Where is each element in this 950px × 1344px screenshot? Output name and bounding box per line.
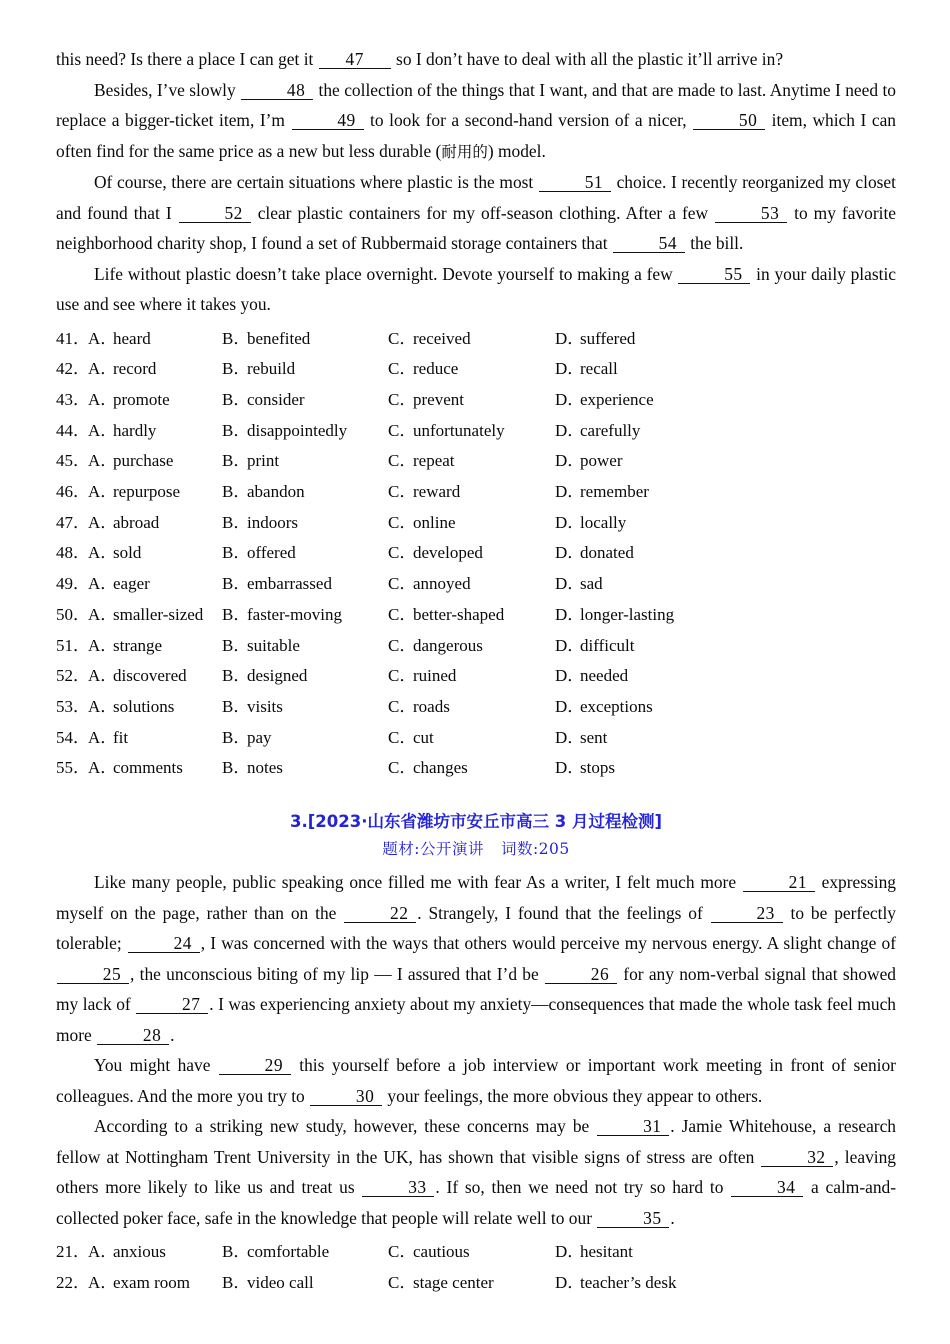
option-text: pay <box>247 727 272 747</box>
chinese-gloss: 耐用的 <box>441 142 488 161</box>
option-letter-d: D． <box>555 482 585 502</box>
option-b[interactable] <box>222 477 388 508</box>
option-text: suitable <box>247 635 300 655</box>
option-text: received <box>413 328 471 348</box>
question-row <box>56 631 896 662</box>
option-letter-b: B． <box>222 420 251 440</box>
option-text: comfortable <box>247 1242 330 1262</box>
option-text: annoyed <box>413 574 471 594</box>
option-b[interactable] <box>222 661 388 692</box>
passage-paragraph: Besides, I’ve slowly 48 the collection of the things that I want, and that are made to last. Anytime I need to replace a bigger-ticket item, I’m 49 to look for a second-hand version of a nicer, 50 item, which I can often find for the same price as a new but less durable (耐用的) model. <box>56 79 896 161</box>
passage-1-body <box>56 44 896 320</box>
option-d[interactable] <box>555 324 715 355</box>
question-number: 48． <box>56 543 90 563</box>
question-row <box>56 753 896 784</box>
option-d[interactable] <box>555 631 715 662</box>
question-row <box>56 600 896 631</box>
option-letter-d: D． <box>555 359 585 379</box>
cloze-blank-34[interactable]: 34 <box>731 1178 803 1197</box>
option-text: consider <box>247 389 305 409</box>
cloze-blank-27[interactable]: 27 <box>136 995 208 1014</box>
option-d[interactable] <box>555 600 715 631</box>
option-text: stage center <box>413 1272 494 1292</box>
option-letter-a: A． <box>88 543 118 563</box>
option-letter-b: B． <box>222 604 251 624</box>
cloze-blank-28[interactable]: 28 <box>97 1026 169 1045</box>
option-c[interactable] <box>388 692 555 723</box>
cloze-blank-50[interactable]: 50 <box>693 111 765 130</box>
question-number: 42． <box>56 359 90 379</box>
option-letter-d: D． <box>555 758 585 778</box>
option-text: stops <box>580 758 615 778</box>
option-text: rebuild <box>247 359 296 379</box>
option-letter-b: B． <box>222 389 251 409</box>
option-text: visits <box>247 696 283 716</box>
question-row <box>56 324 896 355</box>
option-c[interactable] <box>388 416 555 447</box>
option-text: developed <box>413 543 483 563</box>
option-letter-d: D． <box>555 574 585 594</box>
option-a[interactable] <box>88 661 222 692</box>
option-letter-c: C． <box>388 512 417 532</box>
option-text: offered <box>247 543 296 563</box>
option-text: discovered <box>113 666 187 686</box>
option-a[interactable] <box>88 477 222 508</box>
option-letter-c: C． <box>388 604 417 624</box>
cloze-blank-25[interactable]: 25 <box>57 965 129 984</box>
question-row <box>56 385 896 416</box>
option-text: sent <box>580 727 608 747</box>
option-text: ruined <box>413 666 457 686</box>
option-letter-b: B． <box>222 1272 251 1292</box>
question-row <box>56 661 896 692</box>
question-row <box>56 508 896 539</box>
option-text: hesitant <box>580 1242 633 1262</box>
option-c[interactable] <box>388 1268 555 1299</box>
option-d[interactable] <box>555 538 715 569</box>
option-letter-a: A． <box>88 482 118 502</box>
option-c[interactable] <box>388 354 555 385</box>
option-text: sold <box>113 543 142 563</box>
option-letter-a: A． <box>88 1242 118 1262</box>
option-letter-c: C． <box>388 696 417 716</box>
option-text: faster-moving <box>247 604 343 624</box>
option-letter-b: B． <box>222 727 251 747</box>
option-text: donated <box>580 543 634 563</box>
option-b[interactable] <box>222 753 388 784</box>
option-a[interactable] <box>88 600 222 631</box>
question-row <box>56 1237 896 1268</box>
option-d[interactable] <box>555 1237 715 1268</box>
option-letter-a: A． <box>88 328 118 348</box>
option-letter-c: C． <box>388 420 417 440</box>
option-letter-b: B． <box>222 696 251 716</box>
option-text: better-shaped <box>413 604 505 624</box>
option-a[interactable] <box>88 446 222 477</box>
option-letter-b: B． <box>222 512 251 532</box>
option-text: reduce <box>413 359 459 379</box>
option-b[interactable] <box>222 723 388 754</box>
question-number: 54． <box>56 727 90 747</box>
option-letter-c: C． <box>388 1272 417 1292</box>
cloze-blank-29[interactable]: 29 <box>219 1056 291 1075</box>
option-text: needed <box>580 666 629 686</box>
option-d[interactable] <box>555 477 715 508</box>
question-row <box>56 692 896 723</box>
option-d[interactable] <box>555 354 715 385</box>
passage-1-question-list <box>56 324 896 785</box>
question-number: 52． <box>56 666 90 686</box>
page-content <box>56 44 896 1298</box>
option-text: designed <box>247 666 308 686</box>
option-d[interactable] <box>555 385 715 416</box>
option-a[interactable] <box>88 1268 222 1299</box>
option-a[interactable] <box>88 569 222 600</box>
option-letter-d: D． <box>555 666 585 686</box>
option-letter-b: B． <box>222 1242 251 1262</box>
option-b[interactable] <box>222 631 388 662</box>
option-letter-a: A． <box>88 574 118 594</box>
option-letter-c: C． <box>388 451 417 471</box>
option-text: recall <box>580 359 618 379</box>
option-text: exam room <box>113 1272 190 1292</box>
option-letter-d: D． <box>555 420 585 440</box>
option-letter-a: A． <box>88 451 118 471</box>
cloze-blank-33[interactable]: 33 <box>362 1178 434 1197</box>
passage-paragraph: According to a striking new study, however, these concerns may be 31 . Jamie Whitehouse, a research fellow at Nottingham Trent University in the UK, has shown that visible signs of stress are often 32 , leaving others more likely to like us and treat us 33 . If so, then we need not try so hard to 34 a calm-and-collected poker face, safe in the knowledge that people will relate well to our 35 . <box>56 1116 897 1228</box>
option-letter-b: B． <box>222 666 251 686</box>
option-c[interactable] <box>388 1237 555 1268</box>
option-c[interactable] <box>388 753 555 784</box>
question-number: 41． <box>56 328 90 348</box>
option-a[interactable] <box>88 416 222 447</box>
option-b[interactable] <box>222 1268 388 1299</box>
cloze-blank-22[interactable]: 22 <box>344 904 416 923</box>
option-b[interactable] <box>222 569 388 600</box>
option-b[interactable] <box>222 446 388 477</box>
option-letter-d: D． <box>555 543 585 563</box>
option-d[interactable] <box>555 508 715 539</box>
question-row <box>56 354 896 385</box>
option-letter-b: B． <box>222 758 251 778</box>
option-letter-a: A． <box>88 635 118 655</box>
option-text: fit <box>113 727 129 747</box>
option-text: online <box>413 512 456 532</box>
option-letter-b: B． <box>222 359 251 379</box>
passage-2-meta <box>56 836 896 863</box>
option-text: reward <box>413 482 461 502</box>
question-row <box>56 538 896 569</box>
option-b[interactable] <box>222 692 388 723</box>
option-letter-a: A． <box>88 359 118 379</box>
option-d[interactable] <box>555 661 715 692</box>
option-b[interactable] <box>222 324 388 355</box>
passage-paragraph: this need? Is there a place I can get it 47 so I don’t have to deal with all the plastic it’ll arrive in? <box>56 49 784 69</box>
option-text: repurpose <box>113 482 181 502</box>
question-number: 50． <box>56 604 90 624</box>
option-c[interactable] <box>388 631 555 662</box>
option-d[interactable] <box>555 753 715 784</box>
option-letter-d: D． <box>555 451 585 471</box>
option-letter-b: B． <box>222 451 251 471</box>
option-d[interactable] <box>555 723 715 754</box>
option-text: anxious <box>113 1242 166 1262</box>
option-text: remember <box>580 482 649 502</box>
option-c[interactable] <box>388 477 555 508</box>
option-d[interactable] <box>555 446 715 477</box>
question-number: 53． <box>56 696 90 716</box>
option-letter-a: A． <box>88 696 118 716</box>
passage-paragraph: You might have 29 this yourself before a job interview or important work meeting in front of senior colleagues. And the more you try to 30 your feelings, the more obvious they appear to others. <box>56 1055 896 1106</box>
cloze-blank-30[interactable]: 30 <box>310 1087 382 1106</box>
question-row <box>56 416 896 447</box>
option-text: abandon <box>247 482 305 502</box>
option-letter-c: C． <box>388 328 417 348</box>
option-letter-a: A． <box>88 604 118 624</box>
passage-paragraph: Of course, there are certain situations where plastic is the most 51 choice. I recently reorganized my closet and found that I 52 clear plastic containers for my off-season clothing. After a few 53 to my favorite neighborhood charity shop, I found a set of Rubbermaid storage containers that 54 the bill. <box>56 172 896 253</box>
option-letter-d: D． <box>555 1242 585 1262</box>
question-number: 47． <box>56 512 90 532</box>
option-text: power <box>580 451 623 471</box>
option-letter-c: C． <box>388 389 417 409</box>
cloze-blank-21[interactable]: 21 <box>743 873 815 892</box>
option-text: eager <box>113 574 150 594</box>
cloze-blank-55[interactable]: 55 <box>678 265 750 284</box>
cloze-blank-32[interactable]: 32 <box>761 1148 833 1167</box>
option-letter-b: B． <box>222 574 251 594</box>
option-b[interactable] <box>222 538 388 569</box>
option-letter-d: D． <box>555 328 585 348</box>
option-c[interactable] <box>388 723 555 754</box>
option-letter-c: C． <box>388 574 417 594</box>
option-c[interactable] <box>388 569 555 600</box>
option-letter-d: D． <box>555 604 585 624</box>
option-letter-b: B． <box>222 328 251 348</box>
option-text: experience <box>580 389 654 409</box>
option-letter-a: A． <box>88 727 118 747</box>
option-text: changes <box>413 758 468 778</box>
option-text: suffered <box>580 328 636 348</box>
cloze-blank-48[interactable]: 48 <box>241 81 313 100</box>
option-text: comments <box>113 758 183 778</box>
cloze-blank-54[interactable]: 54 <box>613 234 685 253</box>
option-a[interactable] <box>88 508 222 539</box>
passage-paragraph: Like many people, public speaking once filled me with fear As a writer, I felt much more 21 expressing myself on the page, rather than on the 22 . Strangely, I found that the feelings of 23 to be perfectly tolerable; 24 , I was concerned with the ways that others would perceive my nervous energy. A slight change of 25 , the unconscious biting of my lip — I assured that I’d be 26 for any nom-verbal signal that showed my lack of 27 . I was experiencing anxiety about my anxiety—consequences that made the whole task feel much more 28 . <box>56 872 897 1045</box>
option-letter-d: D． <box>555 389 585 409</box>
question-number: 51． <box>56 635 90 655</box>
option-text: heard <box>113 328 151 348</box>
option-text: carefully <box>580 420 641 440</box>
option-b[interactable] <box>222 508 388 539</box>
option-a[interactable] <box>88 354 222 385</box>
option-d[interactable] <box>555 692 715 723</box>
option-text: sad <box>580 574 603 594</box>
question-row <box>56 723 896 754</box>
option-text: hardly <box>113 420 157 440</box>
option-a[interactable] <box>88 324 222 355</box>
cloze-blank-49[interactable]: 49 <box>292 111 364 130</box>
option-b[interactable] <box>222 385 388 416</box>
cloze-blank-47[interactable]: 47 <box>319 50 391 69</box>
option-c[interactable] <box>388 508 555 539</box>
passage-paragraph: Life without plastic doesn’t take place overnight. Devote yourself to making a few 55 in your daily plastic use and see where it takes you. <box>56 263 897 314</box>
option-text: benefited <box>247 328 311 348</box>
option-text: solutions <box>113 696 175 716</box>
question-number: 22． <box>56 1272 90 1292</box>
option-a[interactable] <box>88 753 222 784</box>
option-letter-a: A． <box>88 758 118 778</box>
cloze-blank-24[interactable]: 24 <box>128 934 200 953</box>
option-text: promote <box>113 389 170 409</box>
option-text: disappointedly <box>247 420 348 440</box>
option-text: difficult <box>580 635 635 655</box>
option-letter-d: D． <box>555 696 585 716</box>
question-number: 49． <box>56 574 90 594</box>
option-letter-c: C． <box>388 543 417 563</box>
option-b[interactable] <box>222 416 388 447</box>
option-letter-c: C． <box>388 758 417 778</box>
option-c[interactable] <box>388 324 555 355</box>
question-row <box>56 446 896 477</box>
question-row <box>56 477 896 508</box>
cloze-blank-26[interactable]: 26 <box>545 965 617 984</box>
cloze-blank-53[interactable]: 53 <box>715 204 787 223</box>
option-letter-c: C． <box>388 359 417 379</box>
option-a[interactable] <box>88 631 222 662</box>
option-letter-d: D． <box>555 1272 585 1292</box>
option-text: embarrassed <box>247 574 332 594</box>
option-letter-d: D． <box>555 635 585 655</box>
passage-2-subject-label: 题材:公开演讲 <box>382 840 484 859</box>
cloze-blank-31[interactable]: 31 <box>597 1117 669 1136</box>
option-text: strange <box>113 635 163 655</box>
option-letter-c: C． <box>388 482 417 502</box>
question-number: 46． <box>56 482 90 502</box>
option-letter-b: B． <box>222 543 251 563</box>
option-text: unfortunately <box>413 420 505 440</box>
option-text: prevent <box>413 389 464 409</box>
option-c[interactable] <box>388 385 555 416</box>
option-text: smaller-sized <box>113 604 204 624</box>
option-letter-a: A． <box>88 389 118 409</box>
option-letter-d: D． <box>555 727 585 747</box>
question-number: 55． <box>56 758 90 778</box>
option-text: exceptions <box>580 696 653 716</box>
option-letter-a: A． <box>88 1272 118 1292</box>
question-row <box>56 1268 896 1299</box>
option-text: longer-lasting <box>580 604 675 624</box>
option-c[interactable] <box>388 600 555 631</box>
option-letter-c: C． <box>388 666 417 686</box>
option-letter-a: A． <box>88 512 118 532</box>
option-text: purchase <box>113 451 174 471</box>
passage-2-question-list <box>56 1237 896 1298</box>
option-text: record <box>113 359 157 379</box>
option-c[interactable] <box>388 446 555 477</box>
passage-2-body <box>56 867 896 1233</box>
option-text: roads <box>413 696 450 716</box>
question-number: 43． <box>56 389 90 409</box>
question-number: 45． <box>56 451 90 471</box>
option-b[interactable] <box>222 600 388 631</box>
option-text: dangerous <box>413 635 483 655</box>
option-d[interactable] <box>555 416 715 447</box>
option-text: cut <box>413 727 434 747</box>
option-letter-c: C． <box>388 635 417 655</box>
option-text: abroad <box>113 512 160 532</box>
question-row <box>56 569 896 600</box>
option-letter-d: D． <box>555 512 585 532</box>
passage-2-source-heading: 3.[2023·山东省潍坊市安丘市高三 3 月过程检测] <box>290 812 662 832</box>
option-c[interactable] <box>388 538 555 569</box>
option-letter-b: B． <box>222 482 251 502</box>
option-letter-c: C． <box>388 727 417 747</box>
option-text: repeat <box>413 451 455 471</box>
option-d[interactable] <box>555 1268 715 1299</box>
option-b[interactable] <box>222 354 388 385</box>
passage-2-wordcount-label: 词数:205 <box>500 840 570 859</box>
option-letter-a: A． <box>88 420 118 440</box>
cloze-blank-51[interactable]: 51 <box>539 173 611 192</box>
option-letter-b: B． <box>222 635 251 655</box>
cloze-blank-52[interactable]: 52 <box>179 204 251 223</box>
option-a[interactable] <box>88 1237 222 1268</box>
question-number: 44． <box>56 420 90 440</box>
option-b[interactable] <box>222 1237 388 1268</box>
cloze-blank-23[interactable]: 23 <box>711 904 783 923</box>
option-text: locally <box>580 512 627 532</box>
option-a[interactable] <box>88 385 222 416</box>
question-number: 21． <box>56 1242 90 1262</box>
cloze-blank-35[interactable]: 35 <box>597 1209 669 1228</box>
option-a[interactable] <box>88 538 222 569</box>
option-text: cautious <box>413 1242 470 1262</box>
option-text: indoors <box>247 512 298 532</box>
option-text: notes <box>247 758 283 778</box>
option-a[interactable] <box>88 723 222 754</box>
option-text: video call <box>247 1272 314 1292</box>
option-text: teacher’s desk <box>580 1272 677 1292</box>
option-text: print <box>247 451 280 471</box>
option-d[interactable] <box>555 569 715 600</box>
option-a[interactable] <box>88 692 222 723</box>
option-c[interactable] <box>388 661 555 692</box>
option-letter-a: A． <box>88 666 118 686</box>
option-letter-c: C． <box>388 1242 417 1262</box>
